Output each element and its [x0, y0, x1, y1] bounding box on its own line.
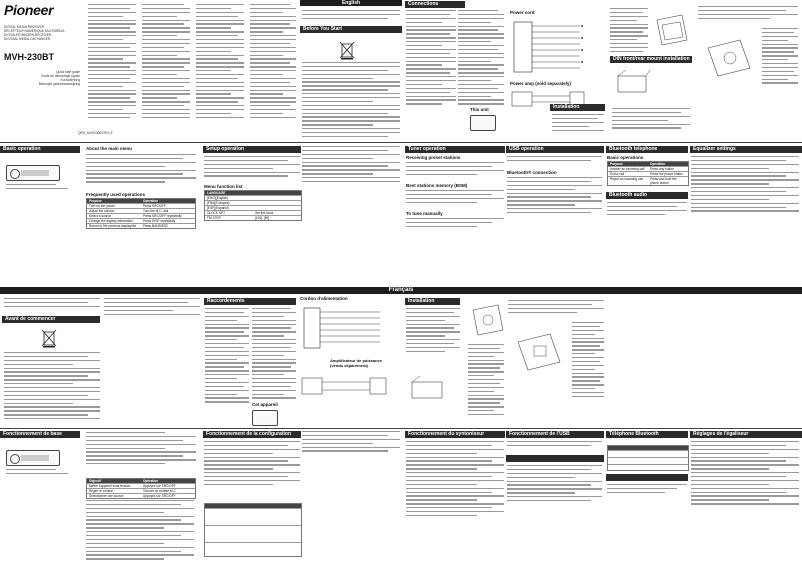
head-unit-diagram: [6, 165, 60, 181]
fonctionnement-syntoniseur-bar: Fonctionnement du syntoniseur: [405, 431, 505, 438]
telephone-bt-bar: Téléphone Bluetooth: [606, 431, 688, 438]
raccordements-text: [205, 308, 249, 408]
fonctionnement-config-bar: Fonctionnement de la configuration: [203, 431, 301, 438]
fr-ops-table: Objectif Opération Mettre l'appareil sous tension Appuyez sur SRC/OFF Régler le volume Tournez la molette M.C. Sélectionner une source Appuyez sur SRC/OFF: [86, 478, 196, 499]
bt-audio-bar: Bluetooth audio: [606, 192, 688, 199]
setup-operation-bar: Setup operation: [203, 146, 301, 153]
receiving-presets-heading: Receiving preset stations: [406, 155, 461, 160]
tuner-text-2: [406, 190, 504, 210]
install-text-right-2: [612, 108, 690, 138]
this-unit-heading: This unit: [470, 107, 489, 112]
menu-functions-heading: Menu function list: [204, 184, 243, 189]
manual-tune-heading: To tune manually: [406, 211, 443, 216]
install-text-far-right: [698, 6, 798, 26]
about-main-menu-heading: About the main menu: [86, 146, 132, 151]
fr-unit-callouts: [6, 469, 76, 481]
fr-power-cord-diagram: [300, 304, 400, 354]
raccordements-bar: Raccordements: [204, 298, 296, 305]
connections-bar: Connections: [405, 1, 465, 8]
fr-bt-audio-text: [607, 484, 687, 498]
fr-bt-connection-bar: [506, 455, 604, 462]
bt-ops-table: Purpose Operation Answer an incoming call Press any button End a call Press the phone button Reject an incoming call Press and hold the phone button: [607, 161, 689, 186]
cover-panel: [0, 0, 113, 140]
doc-code: QRG_MVH230BT/EN_E: [78, 131, 113, 135]
fr-install-diagram-1: [406, 372, 450, 412]
raccordements-text-2: [252, 308, 296, 408]
frequent-ops-heading: Frequently used operations: [86, 192, 146, 197]
cet-appareil-heading: Cet appareil: [252, 402, 278, 407]
fr-amp-diagram: [300, 374, 400, 400]
installation-text: [552, 114, 604, 140]
basic-ops-heading: Basic operations: [607, 155, 644, 160]
reglages-egaliseur-bar: Réglages de l'égaliseur: [690, 431, 802, 438]
amplificateur-heading: Amplificateur de puissance (vendu séparément): [330, 358, 383, 368]
fr-install-text-3: [508, 300, 604, 320]
basic-operation-bar: Basic operation: [0, 146, 80, 153]
power-cord-heading: Power cord: [510, 10, 535, 15]
fr-main-menu-text: [86, 432, 196, 476]
fonctionnement-base-bar: Fonctionnement de base: [0, 431, 80, 438]
fr-install-diagram-3: [510, 322, 570, 382]
text-column-2: [142, 4, 190, 124]
install-text-far-right-2: [762, 28, 798, 128]
fr-usb-text: [507, 441, 602, 453]
fr-ops-text: [86, 500, 194, 566]
tuner-text-3: [406, 218, 504, 232]
text-column-4: [250, 4, 296, 124]
avant-commencer-bar: Avant de commencer: [2, 316, 100, 323]
fonctionnement-usb-bar: Fonctionnement de l'USB: [506, 431, 604, 438]
install-diagram-1: [652, 10, 692, 50]
usb-text: [507, 156, 602, 170]
connections-text-2: [458, 10, 504, 110]
english-band: English: [300, 0, 402, 6]
this-unit-diagram: [470, 115, 496, 131]
tuner-operation-bar: Tuner operation: [405, 146, 505, 153]
fr-config-text: [204, 441, 300, 501]
fr-menu-table: [204, 503, 302, 557]
fr-column-2: [104, 298, 200, 328]
power-cord-diagram: [510, 18, 600, 78]
fr-eq-text: [691, 441, 799, 511]
power-amp-heading: Power amp (sold separately): [510, 81, 572, 86]
fr-before-text: [4, 352, 100, 424]
menu-function-table: LANGUAGE [ENG](English) [FRA](Français) [ESP](Español) CLOCK SET Set the clock. FM STEP [100], [50]: [204, 190, 302, 221]
cet-appareil-diagram: [252, 410, 278, 426]
fr-head-unit-diagram: [6, 450, 60, 466]
before-you-start-text: [302, 62, 400, 140]
usb-operation-bar: USB operation: [506, 146, 604, 153]
recycle-bin-icon-fr: [40, 328, 58, 348]
brand-logo: Pioneer: [4, 2, 54, 18]
recycle-bin-icon: [338, 40, 356, 60]
text-column-1: [88, 4, 136, 124]
fr-section-divider: [0, 428, 802, 429]
fr-tuner-text: [406, 441, 504, 521]
eq-settings-bar: Equalizer settings: [690, 146, 802, 153]
bt-telephone-bar: Bluetooth telephone: [606, 146, 688, 153]
install-diagram-2: [612, 66, 652, 106]
model-name: MVH-230BT: [4, 52, 55, 62]
fr-bt-audio-bar: [606, 474, 688, 481]
fr-install-text-4: [572, 322, 604, 422]
installation-fr-bar: Installation: [405, 298, 460, 305]
before-you-start-bar: Before You Start: [300, 26, 402, 33]
frequent-ops-table: Purpose Operation Turn on the power Press SRC/OFF Adjust the volume Turn the M.C. dial Select a source Press SRC/OFF repeatedly Change the display information Press DISP repeatedly Return to the previous display/list Press BAND/ESC: [86, 198, 196, 229]
installation-fr-text: [406, 308, 460, 368]
bt-connection-text: [507, 177, 602, 227]
main-menu-text: [86, 154, 196, 192]
fr-install-text-2: [468, 344, 504, 424]
install-diagram-3: [700, 28, 760, 88]
eq-text: [691, 156, 799, 218]
bsm-heading: Best stations memory (BSM): [406, 183, 468, 188]
intro-text: [302, 10, 400, 24]
text-column-3: [196, 4, 244, 124]
fr-intro: [4, 298, 100, 314]
unit-callouts: [6, 184, 76, 196]
section-divider: [0, 142, 802, 143]
tuner-text-1: [406, 162, 504, 182]
fr-bt-connection-text: [507, 465, 602, 515]
fr-install-diagram-2: [468, 300, 508, 340]
bt-audio-text: [607, 202, 687, 222]
din-mount-bar: DIN front/rear mount installation: [610, 56, 692, 63]
installation-bar: Installation: [550, 104, 605, 111]
french-band: Français: [0, 287, 802, 294]
cordon-heading: Cordon d'alimentation: [300, 296, 348, 301]
fr-config-steps: [302, 431, 400, 461]
quickstart-title: Quick start guide Guide de démarrage rapide Kurzanleitung Beknopte gebruiksaanwijzing: [38, 70, 80, 87]
setup-steps-text: [302, 146, 400, 196]
bt-connection-heading: Bluetooth® connection: [507, 170, 557, 175]
cover-subtitle: DIGITAL MEDIA RECEIVER RÉCEPTEUR NUMÉRIQUE MULTIMÉDIA DIGITALER MEDIEN-RECEIVER DIGITAAL MEDIA-ONTVANGER: [4, 25, 65, 42]
fr-bt-table: [607, 445, 689, 471]
connections-text: [406, 10, 456, 110]
